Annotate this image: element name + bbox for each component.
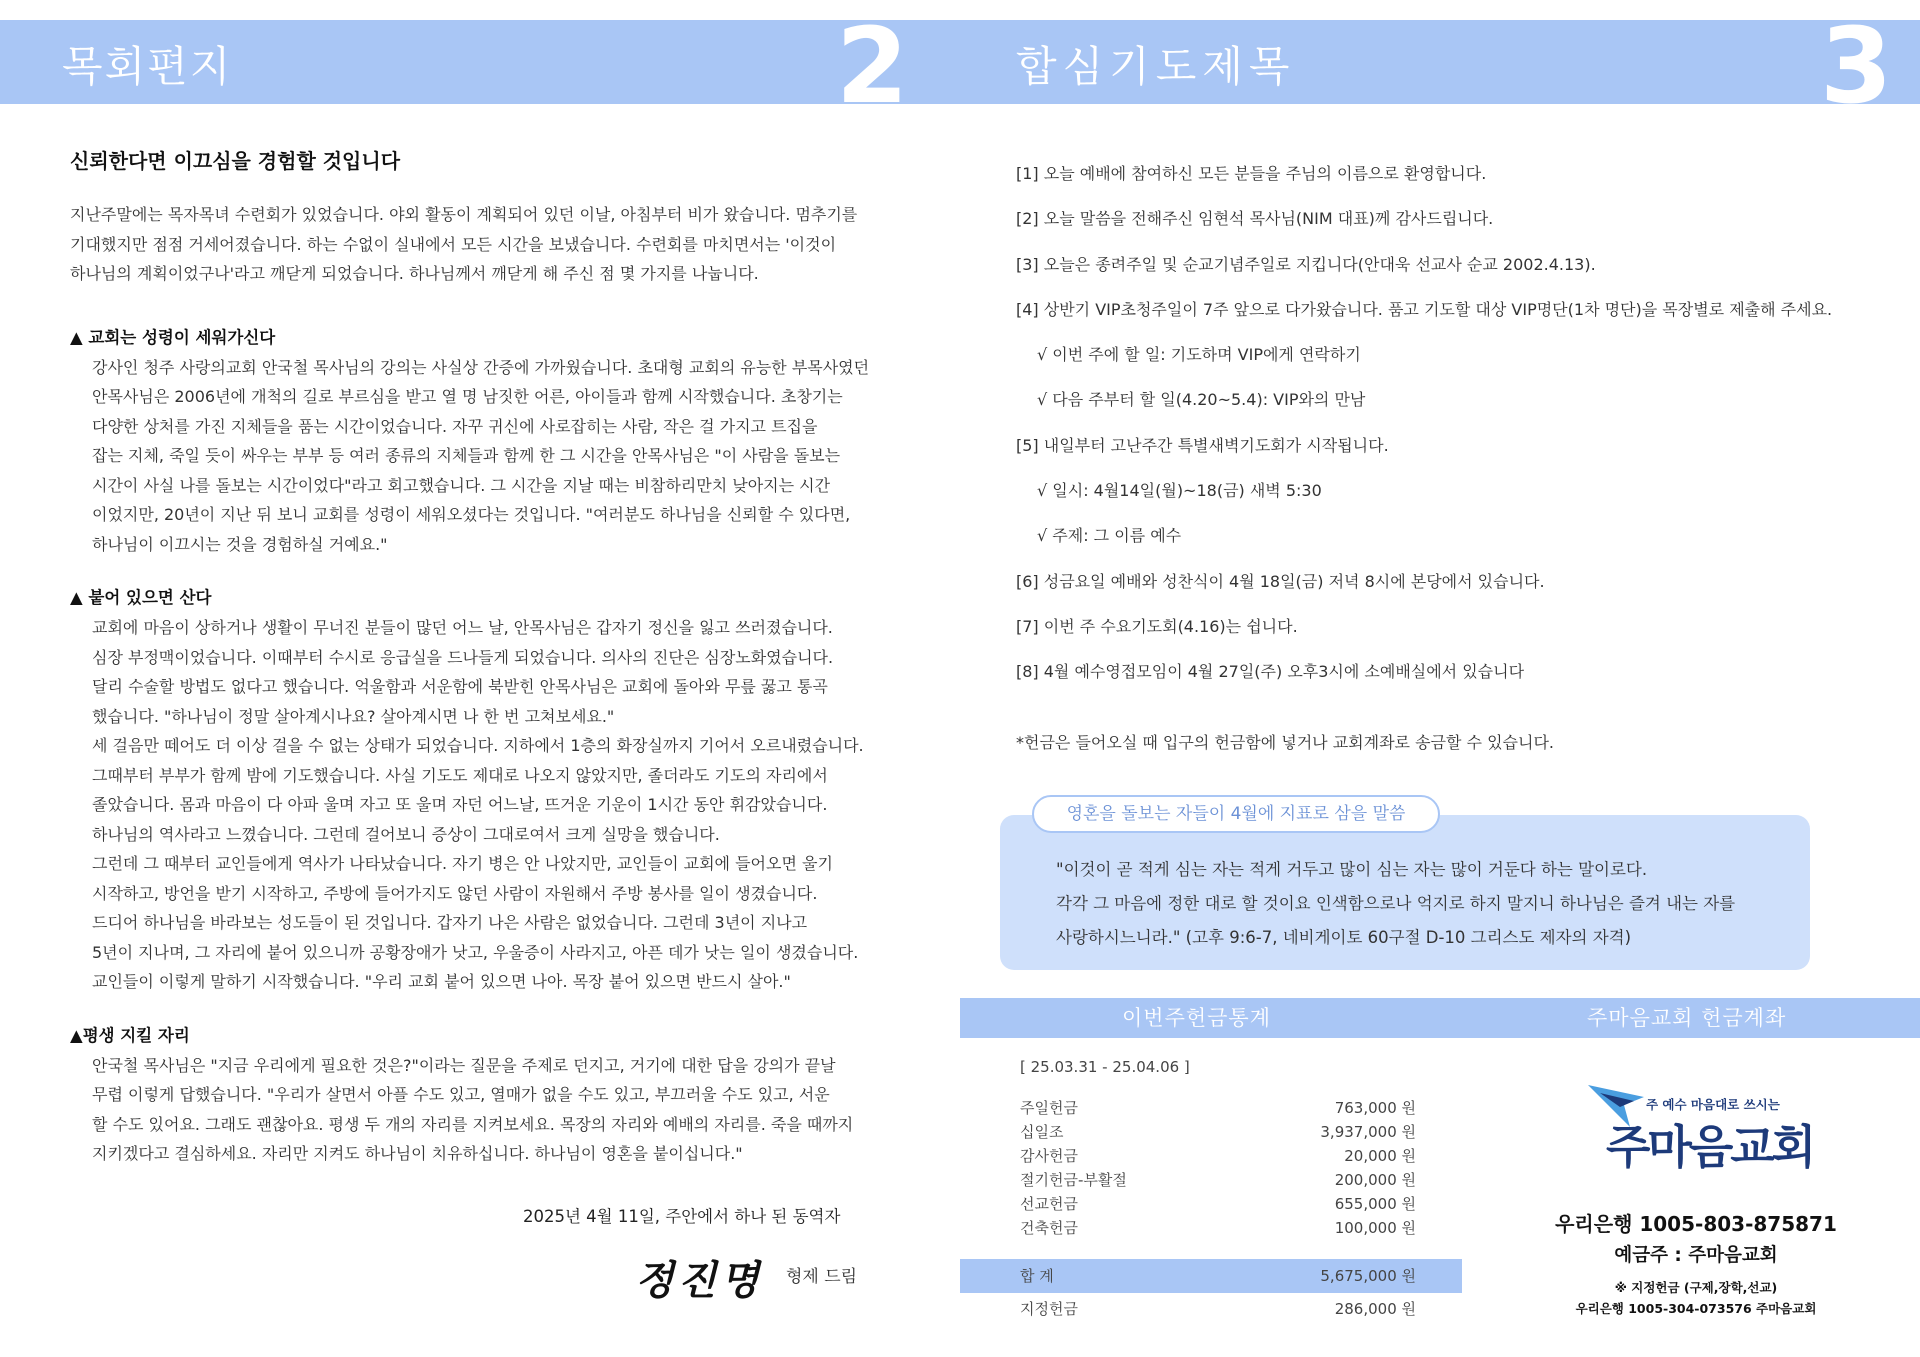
prayer-item: [1] 오늘 예배에 참여하신 모든 분들을 주님의 이름으로 환영합니다. <box>1016 164 1487 183</box>
prayer-item: [2] 오늘 말씀을 전해주신 임현석 목사님(NIM 대표)께 감사드립니다. <box>1016 209 1494 229</box>
verse-tab-label: 영혼을 돌보는 자들이 4월에 지표로 삼을 말씀 <box>1032 795 1440 833</box>
prayer-item: [8] 4월 예수영접모임이 4월 27일(주) 오후3시에 소예배실에서 있습니다 <box>1016 662 1525 682</box>
body-line: 그때부터 부부가 함께 밤에 기도했습니다. 사실 기도도 제대로 나오지 않았지만, 졸더라도 기도의 자리에서 <box>92 765 828 785</box>
body-line: 세 걸음만 떼어도 더 이상 걸을 수 없는 상태가 되었습니다. 지하에서 1층의 화장실까지 기어서 오르내렸습니다. <box>92 736 864 755</box>
verse-line: "이것이 곧 적게 심는 자는 적게 거두고 많이 심는 자는 많이 거둔다 하는 말이로다. <box>1056 860 1648 879</box>
prayer-item: [5] 내일부터 고난주간 특별새벽기도회가 시작됩니다. <box>1016 435 1389 455</box>
letter-section-1 <box>70 323 870 560</box>
offering-label: 절기헌금-부활절 <box>1020 1171 1127 1189</box>
offering-label: 주일헌금 <box>1020 1099 1078 1117</box>
offering-label: 선교헌금 <box>1020 1195 1078 1213</box>
body-line: 드디어 하나님을 바라보는 성도들이 된 것입니다. 갑자기 나은 사람은 없었습니다. 그런데 3년이 지나고 <box>92 913 808 932</box>
bank-account-line: 우리은행 1005-803-875871 <box>1555 1212 1837 1236</box>
offering-value: 200,000 원 <box>1334 1171 1416 1189</box>
body-line: 했습니다. "하나님이 정말 살아계시나요? 살아계시면 나 한 번 고쳐보세요." <box>92 706 615 726</box>
body-line: 안국철 목사님은 "지금 우리에게 필요한 것은?"이라는 질문을 주제로 던지고, 거기에 대한 답을 강의가 끝날 <box>92 1055 836 1075</box>
body-line: 이었지만, 20년이 지난 뒤 보니 교회를 성령이 세워오셨다는 것입니다. "여러분도 하나님을 신뢰할 수 있다면, <box>92 505 851 524</box>
letter-section-2 <box>70 583 870 997</box>
offering-total-row <box>1020 1265 1416 1289</box>
offering-period: [ 25.03.31 - 25.04.06 ] <box>1020 1058 1190 1076</box>
section-heading: ▲ 붙어 있으면 산다 <box>70 588 212 607</box>
signature-suffix: 형제 드림 <box>786 1267 858 1287</box>
intro-line: 지난주말에는 목자목녀 수련회가 있었습니다. 야외 활동이 계획되어 있던 이날, 아침부터 비가 왔습니다. 멈추기를 <box>70 205 858 224</box>
body-line: 심장 부정맥이었습니다. 이때부터 수시로 응급실을 드나들게 되었습니다. 의사의 진단은 심장노화였습니다. <box>92 647 834 667</box>
left-page-number: 2 <box>836 20 909 104</box>
body-line: 시간이 사실 나를 돌보는 시간이었다"라고 회고했습니다. 그 시간을 지날 때는 비참하리만치 낮아지는 시간 <box>92 475 831 495</box>
prayer-item: [6] 성금요일 예배와 성찬식이 4월 18일(금) 저녁 8시에 본당에서 있습니다. <box>1016 571 1545 591</box>
offering-row <box>1020 1097 1416 1121</box>
offering-row <box>1020 1169 1416 1193</box>
offering-row <box>1020 1145 1416 1169</box>
right-page-banner <box>960 20 1920 104</box>
body-line: 하나님이 이끄시는 것을 경험하실 거예요." <box>92 534 388 554</box>
offering-note: *헌금은 들어오실 때 입구의 헌금함에 넣거나 교회계좌로 송금할 수 있습니다. <box>1016 733 1554 752</box>
offering-label: 건축헌금 <box>1020 1219 1078 1237</box>
prayer-item: [7] 이번 주 수요기도회(4.16)는 쉽니다. <box>1016 616 1298 636</box>
logo-tagline: 주 예수 마음대로 쓰시는 <box>1646 1097 1780 1112</box>
offering-row <box>1020 1217 1416 1241</box>
designated-account-line: 우리은행 1005-304-073576 주마음교회 <box>1575 1301 1817 1316</box>
verse-text <box>1056 853 1796 955</box>
offering-total-value: 5,675,000 원 <box>1320 1267 1416 1285</box>
pastor-letter <box>70 145 870 1193</box>
body-line: 잡는 지체, 죽일 듯이 싸우는 부부 등 여러 종류의 지체들과 함께 한 그 시간을 안목사님은 "이 사람을 돌보는 <box>92 446 841 465</box>
section-body <box>70 353 870 560</box>
body-line: 하나님의 역사라고 느꼈습니다. 그런데 걸어보니 증상이 그대로여서 크게 실망을 했습니다. <box>92 824 720 844</box>
offering-value: 763,000 원 <box>1334 1099 1416 1117</box>
prayer-item: [4] 상반기 VIP초청주일이 7주 앞으로 다가왔습니다. 품고 기도할 대상 VIP명단(1차 명단)을 목장별로 제출해 주세요. <box>1016 299 1833 319</box>
prayer-subitem: √ 일시: 4월14일(월)~18(금) 새벽 5:30 <box>1037 481 1322 501</box>
body-line: 다양한 상처를 가진 지체들을 품는 시간이었습니다. 자꾸 귀신에 사로잡히는 사람, 작은 걸 가지고 트집을 <box>92 416 818 436</box>
offering-header-bar <box>960 998 1920 1038</box>
offering-designated-row <box>1020 1298 1416 1322</box>
body-line: 안목사님은 2006년에 개척의 길로 부르심을 받고 열 명 남짓한 어른, 아이들과 함께 시작했습니다. 초창기는 <box>92 387 843 406</box>
prayer-subitem: √ 주제: 그 이름 예수 <box>1037 526 1182 546</box>
offering-row <box>1020 1121 1416 1145</box>
body-line: 강사인 청주 사랑의교회 안국철 목사님의 강의는 사실상 간증에 가까웠습니다. 초대형 교회의 유능한 부목사였던 <box>92 357 870 377</box>
left-section-title: 목회편지 <box>62 42 233 91</box>
body-line: 졸았습니다. 몸과 마음이 다 아파 울며 자고 또 울며 자던 어느날, 뜨거운 기운이 1시간 동안 휘감았습니다. <box>92 795 828 814</box>
prayer-list <box>1016 160 1896 704</box>
account-title: 주마음교회 헌금계좌 <box>1587 1006 1787 1030</box>
offering-value: 20,000 원 <box>1344 1147 1416 1165</box>
pastor-signature: 정진명 <box>635 1257 763 1304</box>
offering-value: 100,000 원 <box>1334 1219 1416 1237</box>
section-body <box>70 1051 870 1169</box>
section-heading: ▲ 교회는 성령이 세워가신다 <box>70 327 276 347</box>
offering-value: 3,937,000 원 <box>1320 1123 1416 1141</box>
offering-label: 십일조 <box>1020 1123 1064 1141</box>
body-line: 교회에 마음이 상하거나 생활이 무너진 분들이 많던 어느 날, 안목사님은 갑자기 정신을 잃고 쓰러졌습니다. <box>92 618 833 637</box>
prayer-subitem: √ 다음 주부터 할 일(4.20~5.4): VIP와의 만남 <box>1037 390 1366 410</box>
section-body <box>70 613 870 997</box>
body-line: 할 수도 있어요. 그래도 괜찮아요. 평생 두 개의 자리를 지켜보세요. 목장의 자리와 예배의 자리를. 죽을 때까지 <box>92 1114 854 1134</box>
left-page-banner <box>0 20 960 104</box>
church-logo <box>1586 1083 1814 1174</box>
account-holder-line: 예금주 : 주마음교회 <box>1614 1245 1778 1266</box>
body-line: 5년이 지나며, 그 자리에 붙어 있으니까 공황장애가 낫고, 우울증이 사라지고, 아픈 데가 낫는 일이 생겼습니다. <box>92 942 859 962</box>
offering-total-label: 합 계 <box>1020 1267 1054 1285</box>
body-line: 달리 수술할 방법도 없다고 했습니다. 억울함과 서운함에 북받힌 안목사님은 교회에 돌아와 무릎 꿇고 통곡 <box>92 677 828 696</box>
offering-row <box>1020 1193 1416 1217</box>
body-line: 교인들이 이렇게 말하기 시작했습니다. "우리 교회 붙어 있으면 나아. 목장 붙어 있으면 반드시 살아." <box>92 972 791 991</box>
offering-stats-title: 이번주헌금통계 <box>1122 1006 1272 1030</box>
prayer-item: [3] 오늘은 종려주일 및 순교기념주일로 지킵니다(안대욱 선교사 순교 2002.4.13). <box>1016 254 1596 274</box>
body-line: 지키겠다고 결심하세요. 자리만 지켜도 하나님이 치유하십니다. 하나님이 영혼을 붙이십니다." <box>92 1144 743 1163</box>
offering-designated-label: 지정헌금 <box>1020 1300 1078 1318</box>
logo-church-name: 주마음교회 <box>1606 1120 1814 1174</box>
section-heading: ▲평생 지킬 자리 <box>70 1025 190 1045</box>
offering-designated-value: 286,000 원 <box>1334 1300 1416 1318</box>
body-line: 그런데 그 때부터 교인들에게 역사가 나타났습니다. 자기 병은 안 나았지만, 교인들이 교회에 들어오면 울기 <box>92 854 833 873</box>
designated-offering-note: ※ 지정헌금 (구제,장학,선교) <box>1614 1280 1778 1295</box>
intro-line: 하나님의 계획이었구나'라고 깨닫게 되었습니다. 하나님께서 깨닫게 해 주신 점 몇 가지를 나눕니다. <box>70 264 759 283</box>
letter-intro <box>70 200 870 289</box>
verse-line: 사랑하시느니라." (고후 9:6-7, 네비게이토 60구절 D-10 그리스도 제자의 자격) <box>1056 928 1632 947</box>
body-line: 시작하고, 방언을 받기 시작하고, 주방에 들어가지도 않던 사람이 자원해서 주방 봉사를 일이 생겼습니다. <box>92 883 818 903</box>
letter-section-3 <box>70 1021 870 1169</box>
right-page-number: 3 <box>1820 20 1893 104</box>
body-line: 무렵 이렇게 답했습니다. "우리가 살면서 아플 수도 있고, 열매가 없을 수도 있고, 부끄러울 수도 있고, 서운 <box>92 1085 830 1104</box>
offering-label: 감사헌금 <box>1020 1147 1078 1165</box>
letter-title: 신뢰한다면 이끄심을 경험할 것입니다 <box>70 149 401 173</box>
verse-line: 각각 그 마음에 정한 대로 할 것이요 인색함으로나 억지로 하지 말지니 하나님은 즐겨 내는 자를 <box>1056 894 1736 913</box>
right-section-title: 합심기도제목 <box>1016 42 1296 91</box>
letter-date-line: 2025년 4월 11일, 주안에서 하나 된 동역자 <box>523 1207 841 1226</box>
offering-value: 655,000 원 <box>1334 1195 1416 1213</box>
prayer-subitem: √ 이번 주에 할 일: 기도하며 VIP에게 연락하기 <box>1037 345 1361 365</box>
intro-line: 기대했지만 점점 거세어졌습니다. 하는 수없이 실내에서 모든 시간을 보냈습니다. 수련회를 마치면서는 '이것이 <box>70 234 837 254</box>
